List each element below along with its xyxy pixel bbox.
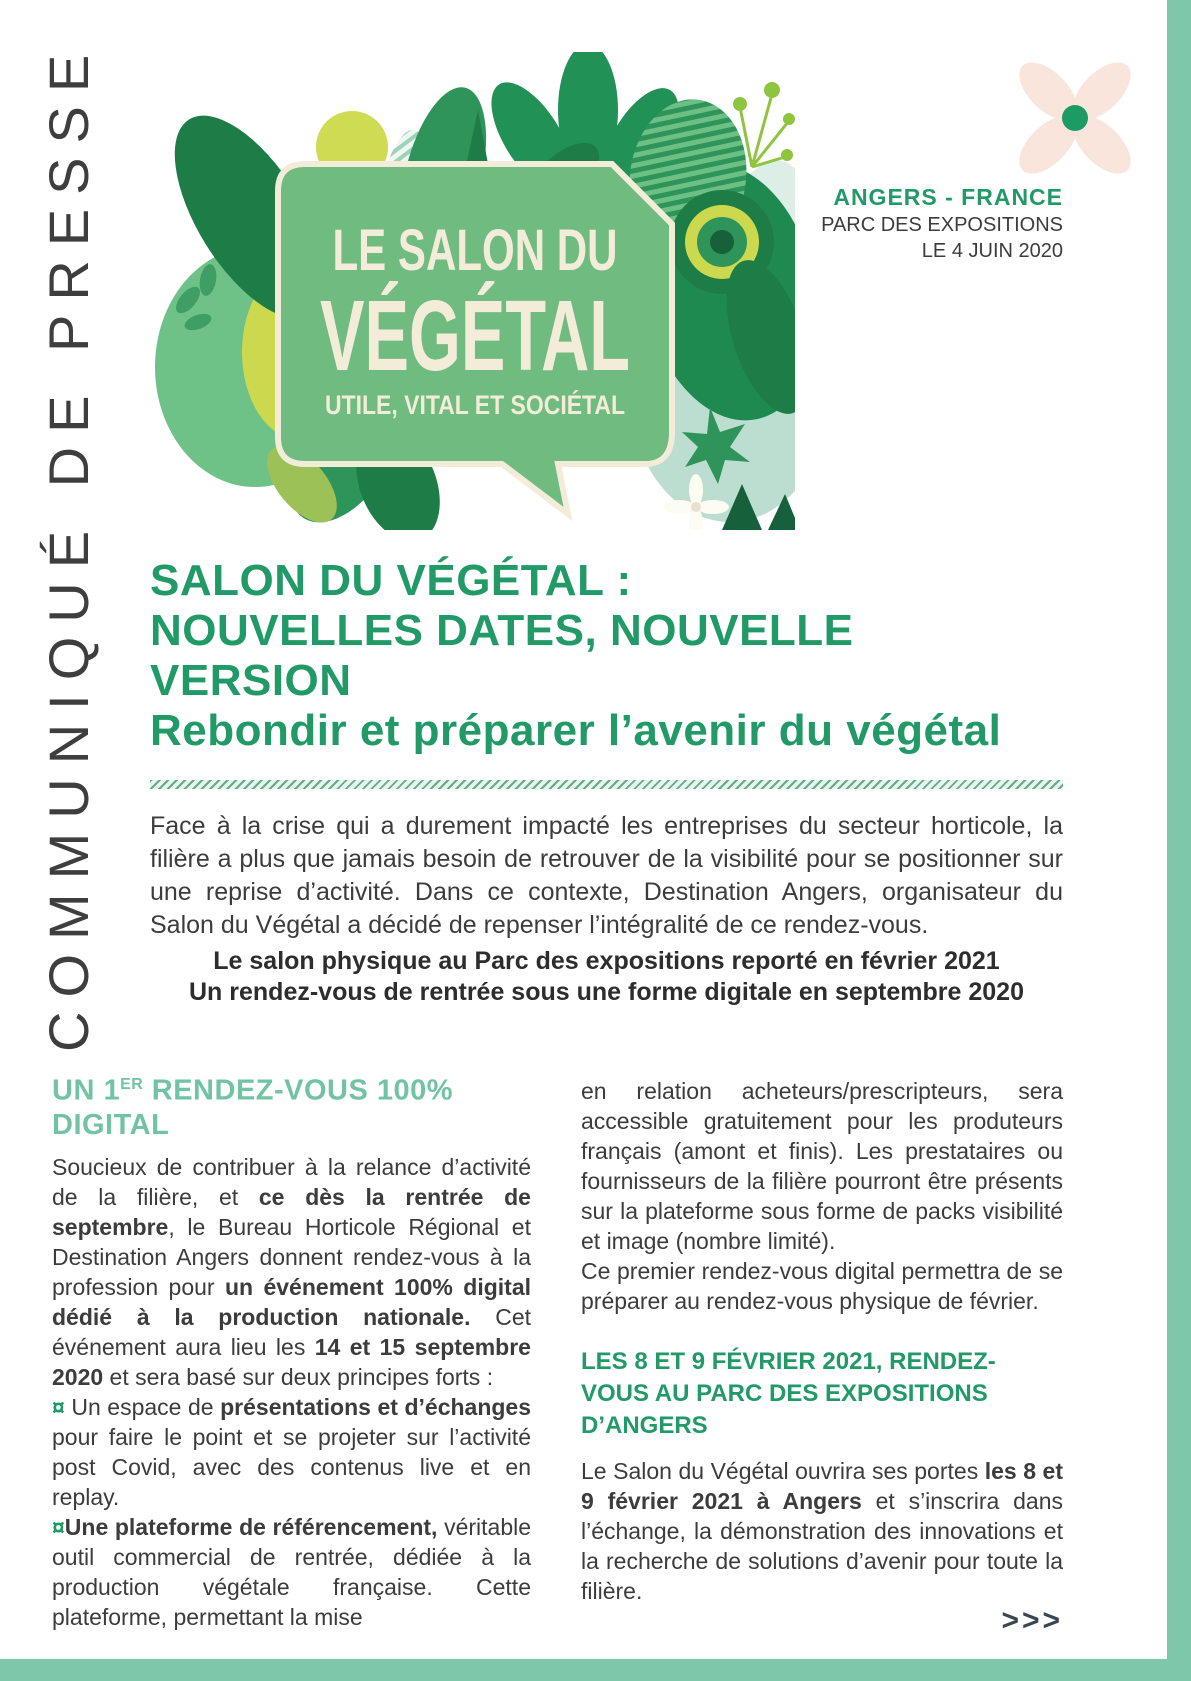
intro-paragraph: Face à la crise qui a durement impacté les entreprises du secteur horticole, la filière a plus que jamais besoin de retrouver de la visibilité pour se positionner sur une reprise d’activité. Dans ce contexte, Destination Angers, organisateur du Salon du Végétal a décidé de repenser l’intégralité de ce rendez-vous. (150, 812, 1063, 939)
right-paragraph-1: en relation acheteurs/prescripteurs, sera accessible gratuitement pour les produteurs français (amont et finis). Les prestataires ou fournisseurs de la filière pourront être présents sur la plateforme sous forme de packs visibilité et image (nombre limité). (581, 1078, 1063, 1254)
left-column (52, 1068, 531, 1632)
logo-illustration (140, 52, 795, 530)
february-paragraph: Le Salon du Végétal ouvrira ses portes les 8 et 9 février 2021 à Angers et s’inscrira dans l’échange, la démonstration des innovations et la recherche de solutions d’avenir pour toute la filière. (581, 1458, 1064, 1604)
right-column (581, 1068, 1063, 1606)
highlight-lines (150, 946, 1063, 1008)
page-title (150, 556, 1063, 756)
title-line-3: Rebondir et préparer l’avenir du végétal (150, 706, 1002, 755)
event-venue: PARC DES EXPOSITIONS (821, 214, 1063, 236)
bullet-item-1: ¤ Un espace de présentations et d’échanges pour faire le point et se projeter sur l’activité post Covid, avec des contenus live et en replay. (52, 1393, 532, 1510)
logo-tagline: UTILE, VITAL ET SOCIÉTAL (325, 390, 678, 420)
highlight-line-2: Un rendez-vous de rentrée sous une forme digitale en septembre 2020 (189, 978, 1024, 1006)
hatched-divider (150, 780, 1063, 789)
salon-du-vegetal-logo (140, 52, 795, 530)
right-paragraph-2: Ce premier rendez-vous digital permettra de se préparer au rendez-vous physique de février. (581, 1258, 1063, 1314)
flower-icon (1005, 48, 1145, 188)
more-marker: >>> (1001, 1604, 1063, 1637)
february-heading: LES 8 ET 9 FÉVRIER 2021, RENDEZ-VOUS AU PARC DES EXPOSITIONS D’ANGERS (581, 1348, 996, 1439)
left-paragraph: Soucieux de contribuer à la relance d’activité de la filière, et ce dès la rentrée de septembre, le Bureau Horticole Régional et Destination Angers donnent rendez-vous à la profession pour un événement 100% digital dédié à la production nationale. Cet événement aura lieu les 14 et 15 septembre 2020 et sera basé sur deux principes forts : (52, 1153, 532, 1390)
title-line-2: NOUVELLES DATES, NOUVELLE VERSION (150, 606, 854, 705)
highlight-line-1: Le salon physique au Parc des expositions reporté en février 2021 (213, 947, 1000, 975)
digital-heading: UN 1ER RENDEZ-VOUS 100% DIGITAL (52, 1074, 454, 1141)
frame-bottom-bar (0, 1659, 1191, 1681)
frame-right-bar (1167, 0, 1191, 1681)
event-date: LE 4 JUIN 2020 (921, 240, 1063, 262)
logo-line2: VÉGÉTAL (320, 280, 630, 392)
event-location: ANGERS - FRANCE (833, 184, 1063, 210)
side-label-communique-de-presse: COMMUNIQUÉ DE PRESSE (37, 40, 100, 1052)
bullet-item-2: ¤Une plateforme de référencement, véritable outil commercial de rentrée, dédiée à la production végétale française. Cette plateforme, permettant la mise (52, 1513, 532, 1630)
flower-center-dot (1062, 105, 1088, 131)
event-info (723, 183, 1063, 264)
title-line-1: SALON DU VÉGÉTAL : (150, 556, 632, 605)
berry-sprig (740, 94, 788, 167)
logo-line1: LE SALON DU (332, 218, 618, 283)
